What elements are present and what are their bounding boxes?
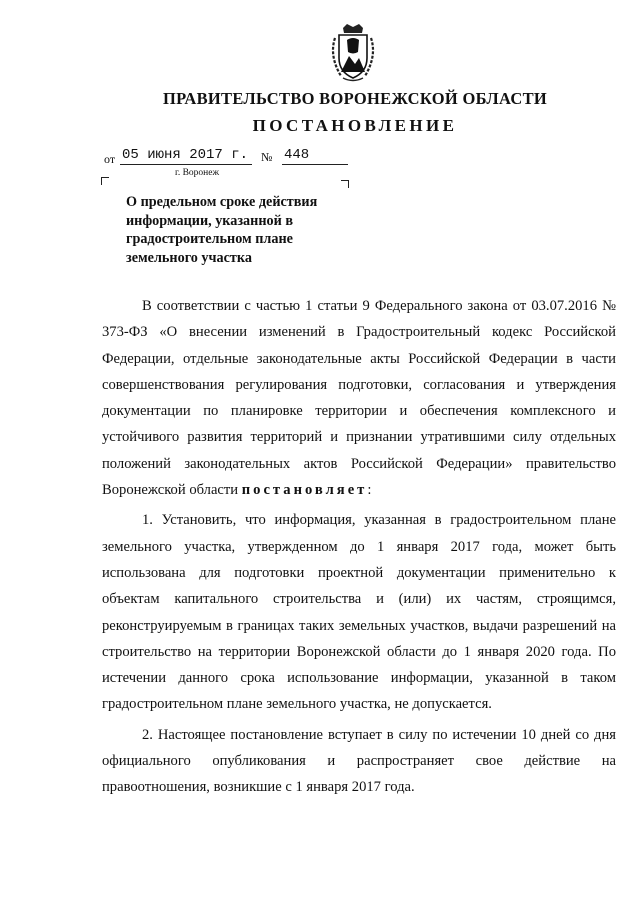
- document-number: 448: [282, 146, 348, 165]
- document-subject: О предельном сроке действия информации, указанной в градостроительном плане земельного участка: [126, 194, 318, 266]
- body-paragraph-1: [102, 293, 616, 503]
- document-body: [102, 293, 616, 805]
- body-paragraph-2: 1. Установить, что информация, указанная в градостроительном плане земельного участка, утвержденном до 1 января 2017 года, может быть использована для подготовки проектной документации применительно к объектам капитального строительства и (или) их частям, строящимся, реконструируемым в границах таких земельных участков, выдачи разрешений на строительство на территории Воронежской области до 1 января 2020 года. По истечении данного срока использование информации, указанной в таком градостроительном плане земельного участка, не допускается.: [102, 512, 616, 713]
- paragraph-1-end: :: [367, 482, 372, 499]
- document-date: 05 июня 2017 г.: [120, 146, 252, 165]
- body-paragraph-3: 2. Настоящее постановление вступает в силу по истечении 10 дней со дня официального опубликования и распространяет свое действие на правоотношения, возникшие с 1 января 2017 года.: [102, 726, 616, 796]
- subject-corner-left: [101, 177, 109, 185]
- decree-verb: постановляет: [241, 482, 368, 499]
- number-label: №: [261, 150, 273, 164]
- subject-corner-right: [341, 180, 349, 188]
- coat-of-arms-emblem: [325, 22, 381, 84]
- document-type-title: ПОСТАНОВЛЕНИЕ: [252, 116, 458, 135]
- paragraph-1-text: В соответствии с частью 1 статьи 9 Федерального закона от 03.07.2016 № 373-ФЗ «О внесении изменений в Градостроительный кодекс Российской Федерации, отдельные законодательные акты Российской Федерации в части совершенствования регулирования подготовки, согласования и утверждения документации по планировке территории и обеспечения комплексного и устойчивого развития территорий и признании утратившими силу отдельных положений законодательных актов Российской Федерации» правительство Воронежской области: [102, 298, 616, 499]
- city-label: г. Воронеж: [175, 168, 220, 178]
- organization-title: ПРАВИТЕЛЬСТВО ВОРОНЕЖСКОЙ ОБЛАСТИ: [162, 89, 548, 108]
- date-prefix: от: [104, 152, 116, 166]
